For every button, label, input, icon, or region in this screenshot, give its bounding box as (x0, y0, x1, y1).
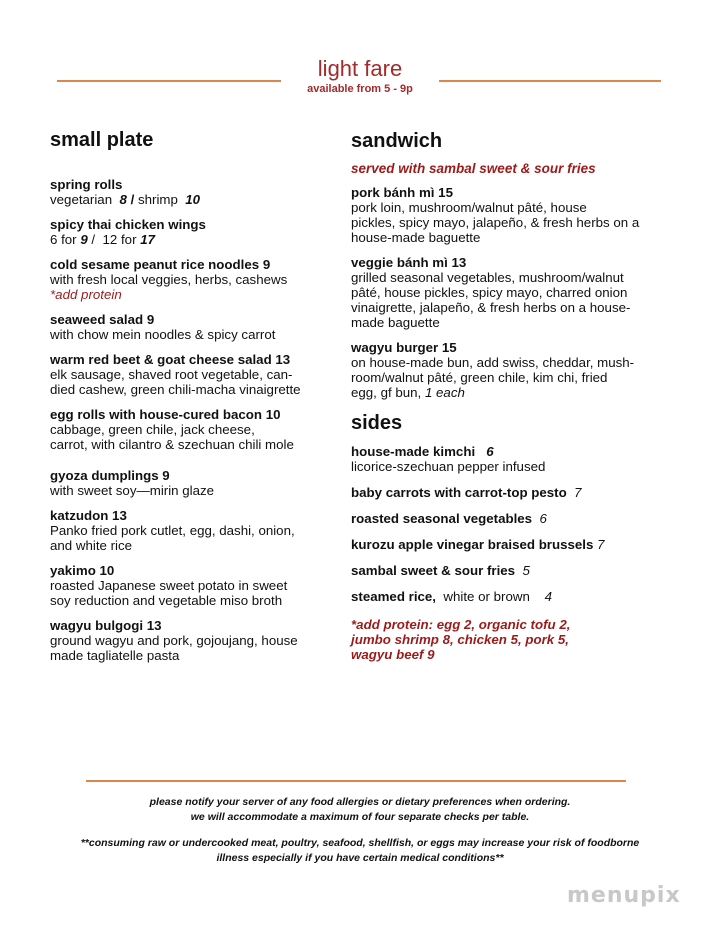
item-price: 6 (539, 511, 547, 526)
menu-item-wagyu-burger (351, 340, 686, 400)
add-protein-note: *add protein (50, 287, 122, 302)
item-description: egg, gf bun, 1 each (351, 385, 465, 400)
item-description: with sweet soy—mirin glaze (50, 483, 215, 498)
footer-consumption-warning (40, 836, 680, 866)
side-item-brussels (351, 537, 686, 552)
footer-line: please notify your server of any food allergies or dietary preferences when ordering. (149, 796, 571, 808)
menu-item-egg-rolls (50, 407, 335, 452)
menupix-watermark: menupix (567, 883, 681, 908)
item-description: and white rice (50, 538, 133, 553)
item-description: elk sausage, shaved root vegetable, can- (50, 367, 293, 382)
section-heading-small-plate: small plate (50, 129, 154, 151)
item-description: ground wagyu and pork, gojoujang, house (50, 633, 298, 648)
item-name: spring rolls (50, 177, 123, 192)
footer-allergy-note (40, 795, 680, 825)
side-item-steamed-rice (351, 589, 686, 604)
side-item-baby-carrots (351, 485, 686, 500)
item-description: white or brown (443, 589, 530, 604)
item-description: soy reduction and vegetable miso broth (50, 593, 283, 608)
menu-item-spring-rolls (50, 177, 335, 207)
menu-item-yakimo (50, 563, 335, 608)
menu-title: light fare (317, 56, 403, 81)
item-price: 5 (522, 563, 530, 578)
item-name: wagyu burger 15 (351, 340, 457, 355)
footer-line: **consuming raw or undercooked meat, poultry, seafood, shellfish, or eggs may increase your risk of foodborne (80, 837, 640, 849)
menu-subtitle: available from 5 - 9p (307, 83, 413, 95)
item-description: on house-made bun, add swiss, cheddar, mush- (351, 355, 635, 370)
footer-line: we will accommodate a maximum of four separate checks per table. (190, 811, 530, 823)
small-plate-section (50, 128, 335, 663)
item-name: katzudon 13 (50, 508, 127, 523)
menu-item-pork-banh-mi (351, 185, 686, 245)
menu-item-gyoza (50, 468, 335, 498)
side-item-kimchi (351, 444, 686, 474)
item-name: pork bánh mì 15 (351, 185, 453, 200)
item-description: roasted Japanese sweet potato in sweet (50, 578, 288, 593)
item-name: house-made kimchi (351, 444, 476, 459)
menu-item-veggie-banh-mi (351, 255, 686, 330)
item-name: roasted seasonal vegetables (351, 511, 533, 526)
menu-item-beet-salad (50, 352, 335, 397)
item-name: baby carrots with carrot-top pesto (351, 485, 567, 500)
item-name: veggie bánh mì 13 (351, 255, 467, 270)
item-name: kurozu apple vinegar braised brussels (351, 537, 594, 552)
section-heading-sandwich: sandwich (351, 130, 443, 152)
item-description: made tagliatelle pasta (50, 648, 180, 663)
item-name: seaweed salad 9 (50, 312, 155, 327)
item-description: room/walnut pâté, green chile, kim chi, fried (351, 370, 608, 385)
menu-item-wagyu-bulgogi (50, 618, 335, 663)
item-description: with fresh local veggies, herbs, cashews (50, 272, 288, 287)
item-name: yakimo 10 (50, 563, 115, 578)
side-item-roasted-vegetables (351, 511, 686, 526)
item-name: wagyu bulgogi 13 (50, 618, 162, 633)
footer-line: illness especially if you have certain medical conditions** (216, 852, 504, 864)
menu-item-peanut-noodles (50, 257, 335, 302)
item-description: vinaigrette, jalapeño, & fresh herbs on a house- (351, 300, 631, 315)
item-price: 6 (486, 444, 494, 459)
item-name: sambal sweet & sour fries (351, 563, 516, 578)
item-description: vegetarian 8 / shrimp 10 (50, 192, 201, 207)
add-protein-sides-note: *add protein: egg 2, organic tofu 2, jumbo shrimp 8, chicken 5, pork 5, wagyu beef 9 (351, 617, 571, 662)
item-description: with chow mein noodles & spicy carrot (50, 327, 276, 342)
menu-item-katzudon (50, 508, 335, 553)
item-description: carrot, with cilantro & szechuan chili mole (50, 437, 294, 452)
item-description: house-made baguette (351, 230, 481, 245)
sandwich-tagline: served with sambal sweet & sour fries (351, 161, 596, 176)
item-name: egg rolls with house-cured bacon 10 (50, 407, 281, 422)
item-price: 7 (597, 537, 605, 552)
item-description: pork loin, mushroom/walnut pâté, house (351, 200, 587, 215)
item-description: pickles, spicy mayo, jalapeño, & fresh herbs on a (351, 215, 640, 230)
item-price: 4 (544, 589, 553, 604)
item-name: steamed rice, (351, 589, 437, 604)
item-description: Panko fried pork cutlet, egg, dashi, onion, (50, 523, 295, 538)
footer-rule (86, 780, 626, 782)
item-description: 6 for 9 / 12 for 17 (50, 232, 155, 247)
item-name: cold sesame peanut rice noodles 9 (50, 257, 271, 272)
item-description: died cashew, green chili-macha vinaigrette (50, 382, 301, 397)
item-description: licorice-szechuan pepper infused (351, 459, 546, 474)
menu-item-thai-wings (50, 217, 335, 247)
item-description: grilled seasonal vegetables, mushroom/walnut (351, 270, 624, 285)
sandwich-sides-column (351, 129, 686, 662)
item-description: cabbage, green chile, jack cheese, (50, 422, 255, 437)
item-description: pâté, house pickles, spicy mayo, charred onion (351, 285, 628, 300)
item-name: gyoza dumplings 9 (50, 468, 170, 483)
side-item-sambal-fries (351, 563, 686, 578)
item-description: made baguette (351, 315, 440, 330)
item-name: spicy thai chicken wings (50, 217, 206, 232)
section-heading-sides: sides (351, 412, 403, 434)
menu-item-seaweed-salad (50, 312, 335, 342)
item-price: 7 (574, 485, 582, 500)
item-name: warm red beet & goat cheese salad 13 (50, 352, 291, 367)
